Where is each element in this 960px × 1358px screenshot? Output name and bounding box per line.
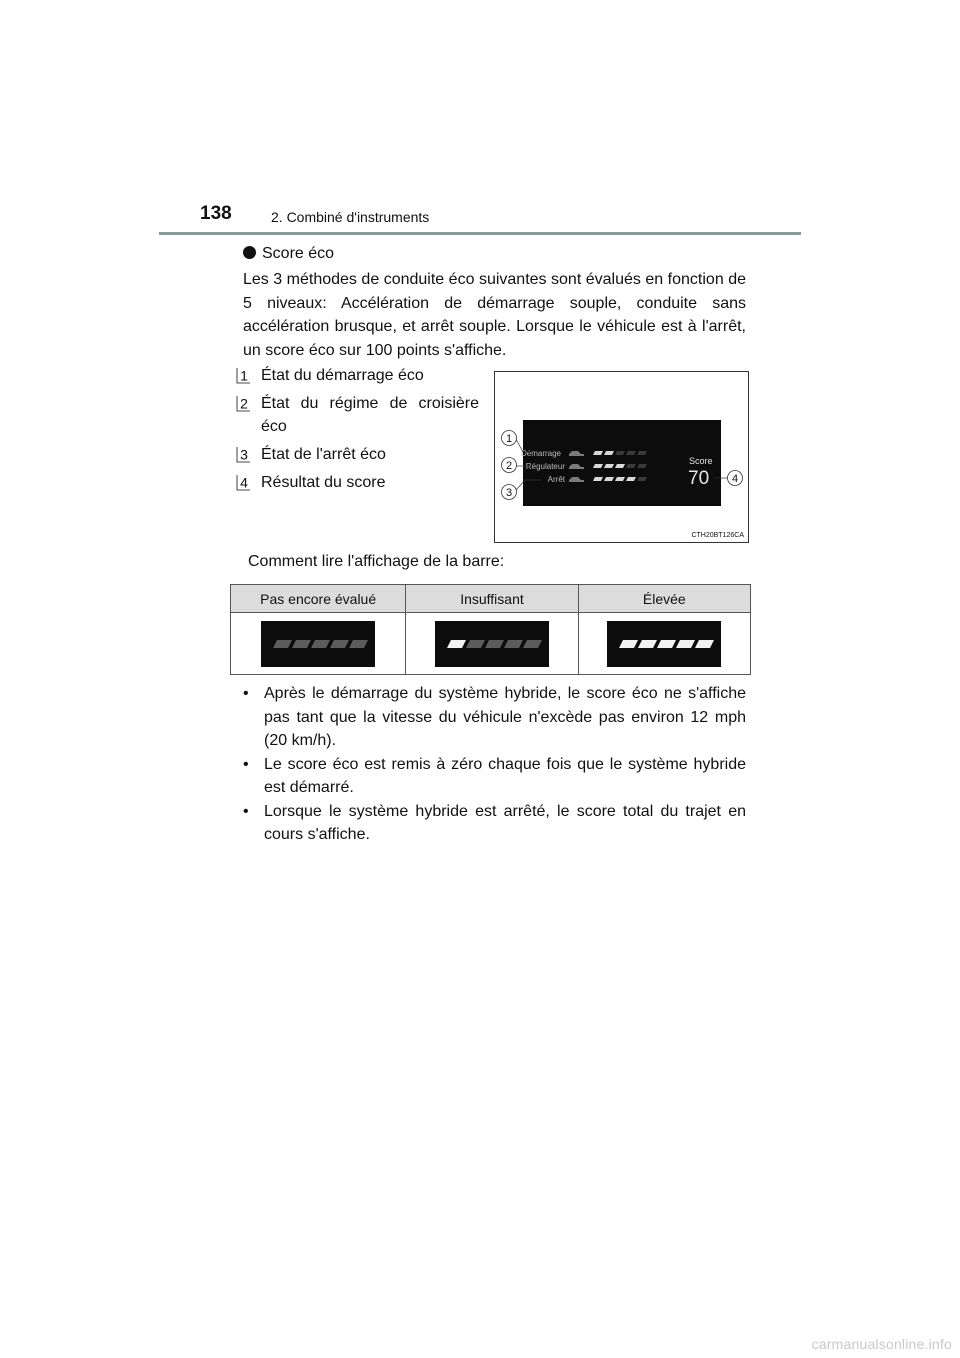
score-label: Score (689, 456, 713, 466)
bar-legend-table (230, 584, 751, 675)
bar-cell (578, 613, 750, 675)
header-rule (159, 232, 801, 235)
svg-text:1: 1 (240, 367, 248, 384)
table-header-not-rated: Pas encore évalué (231, 585, 406, 613)
callout-legend (236, 364, 486, 499)
svg-text:1: 1 (505, 433, 513, 445)
table-header-high: Élevée (578, 585, 750, 613)
section-title-text: Score éco (262, 245, 335, 262)
svg-text:4: 4 (731, 473, 739, 485)
bar-cell (406, 613, 578, 675)
legend-item (236, 364, 486, 387)
bullet-icon: • (243, 802, 249, 820)
bullet-icon: • (243, 755, 249, 773)
watermark: carmanualsonline.info (811, 1336, 952, 1352)
svg-text:2: 2 (505, 460, 513, 472)
bullet-icon: • (243, 685, 249, 702)
figure-code: CTH20BT126CA (691, 532, 744, 539)
legend-label: État du démarrage éco (261, 367, 424, 384)
svg-text:4: 4 (240, 474, 248, 491)
row-label-cruise: Régulateur (525, 462, 565, 471)
bar-sample-not-rated (261, 621, 375, 667)
callout-number-icon (236, 395, 251, 412)
bar-cell (231, 613, 406, 675)
svg-text:3: 3 (240, 446, 248, 463)
bar-sample-low (435, 621, 549, 667)
legend-label: Résultat du score (261, 474, 386, 491)
legend-item (236, 392, 479, 438)
note-item: • Après le démarrage du système hybride, le score éco ne s'affiche pas tant que la vitesse du véhicule n'excède pas environ 12 mph (20 km/h). (243, 682, 746, 753)
bar-sample-high (607, 621, 721, 667)
score-value: 70 (688, 468, 710, 489)
table-header-low: Insuffisant (406, 585, 578, 613)
page-number: 138 (200, 203, 232, 224)
legend-item (236, 443, 486, 466)
svg-text:2: 2 (240, 395, 248, 412)
legend-label: État du régime de croisière éco (261, 395, 479, 435)
callout-number-icon (236, 446, 251, 463)
svg-text:3: 3 (505, 487, 513, 499)
intro-paragraph: Les 3 méthodes de conduite éco suivantes sont évalués en fonction de 5 niveaux: Accélération de démarrage souple, conduite sans accélération brusque, et arrêt souple. Lorsque le véhicule est à l'arrêt, un score éco sur 100 points s'affiche. (243, 271, 746, 359)
bar-intro: Comment lire l'affichage de la barre: (248, 553, 505, 570)
note-item: • Lorsque le système hybride est arrêté, le score total du trajet en cours s'affiche. (243, 800, 746, 847)
note-item: • Le score éco est remis à zéro chaque fois que le système hybride est démarré. (243, 753, 746, 800)
legend-item (236, 471, 486, 494)
section-title (243, 242, 334, 266)
row-label-stop: Arrêt (547, 475, 565, 484)
legend-label: État de l'arrêt éco (261, 446, 386, 463)
row-label-start: Démarrage (520, 449, 561, 458)
callout-number-icon (236, 474, 251, 491)
bullet-dot-icon (243, 246, 256, 259)
section-header: 2. Combiné d'instruments (271, 209, 430, 225)
notes-list (243, 682, 746, 847)
eco-score-figure (494, 371, 749, 543)
eco-display-illustration (495, 372, 748, 542)
callout-number-icon (236, 367, 251, 384)
